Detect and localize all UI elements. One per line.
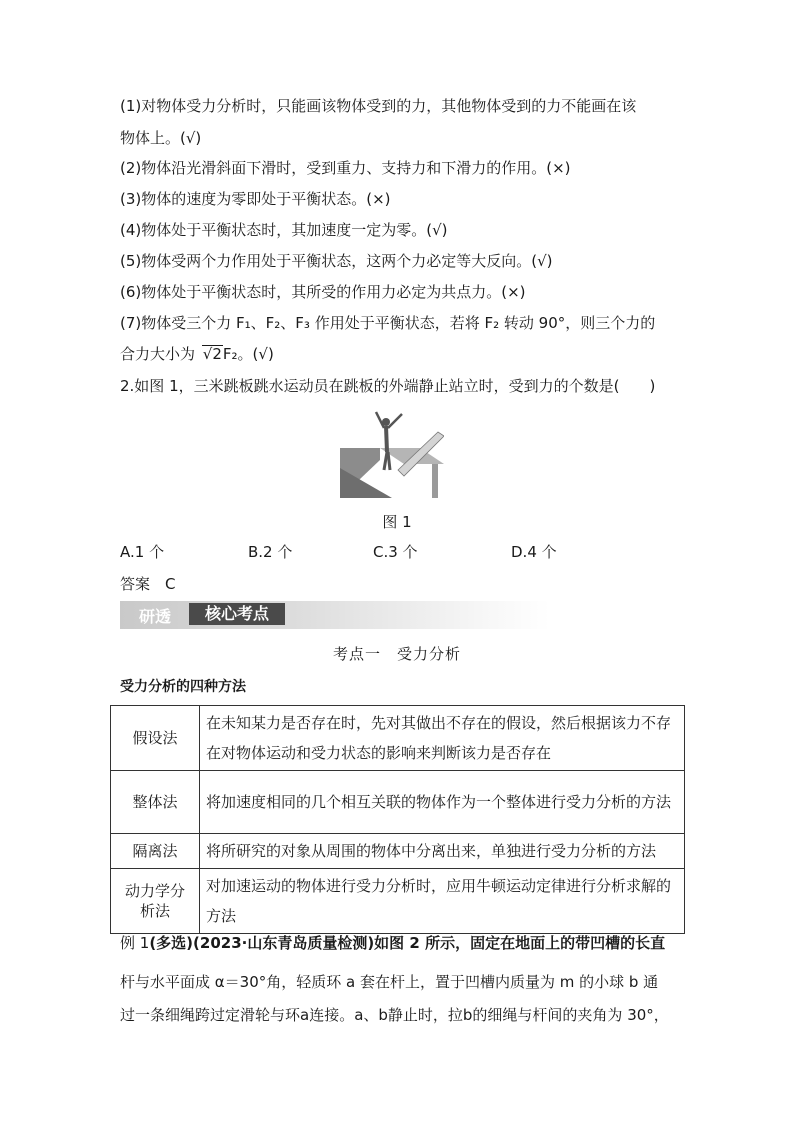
method-name: 动力学分析法 xyxy=(111,869,200,934)
method-desc: 在未知某力是否存在时，先对其做出不存在的假设，然后根据该力不存在对物体运动和受力状态的影响来判断该力是否存在 xyxy=(200,706,685,771)
judgment-7-prefix: 合力大小为 xyxy=(120,345,200,363)
methods-heading: 受力分析的四种方法 xyxy=(120,679,246,695)
method-name: 隔离法 xyxy=(111,834,200,869)
diving-board-figure xyxy=(340,408,444,498)
banner-label-left: 研透 xyxy=(139,607,172,626)
judgment-3: (3)物体的速度为零即处于平衡状态。(×) xyxy=(120,190,391,208)
diver-left-leg xyxy=(384,452,387,470)
example-line-3: 过一条细绳跨过定滑轮与环a连接。a、b静止时，拉b的细绳与杆间的夹角为 30°， xyxy=(120,1006,669,1024)
table-row xyxy=(111,771,685,834)
board-support xyxy=(432,464,438,498)
question-2: 2.如图 1，三米跳板跳水运动员在跳板的外端静止站立时，受到力的个数是( ) xyxy=(120,377,656,395)
method-name: 假设法 xyxy=(111,706,200,771)
judgment-1-line-1: (1)对物体受力分析时，只能画该物体受到的力，其他物体受到的力不能画在该 xyxy=(120,97,637,115)
judgment-6: (6)物体处于平衡状态时，其所受的作用力必定为共点力。(×) xyxy=(120,283,526,301)
example-line-1 xyxy=(120,932,665,953)
judgment-2: (2)物体沿光滑斜面下滑时，受到重力、支持力和下滑力的作用。(×) xyxy=(120,159,571,177)
option-a: A.1 个 xyxy=(120,543,165,561)
method-desc: 将所研究的对象从周围的物体中分离出来，单独进行受力分析的方法 xyxy=(200,834,685,869)
table-row xyxy=(111,834,685,869)
methods-table xyxy=(110,705,685,934)
table-row xyxy=(111,706,685,771)
judgment-5: (5)物体受两个力作用处于平衡状态，这两个力必定等大反向。(√) xyxy=(120,252,553,270)
option-d: D.4 个 xyxy=(511,543,557,561)
diver-right-arm xyxy=(388,414,402,428)
judgment-7-line-1: (7)物体受三个力 F₁、F₂、F₃ 作用处于平衡状态，若将 F₂ 转动 90°，则三个力的 xyxy=(120,314,656,332)
judgment-1-line-2: 物体上。(√) xyxy=(120,129,202,147)
diver-right-leg xyxy=(388,452,390,470)
sqrt-expression: √2 xyxy=(202,345,222,363)
sqrt-argument: 2 xyxy=(212,345,222,363)
example-line-2: 杆与水平面成 α＝30°角，轻质环 a 套在杆上，置于凹槽内质量为 m 的小球 b 通 xyxy=(120,973,659,991)
section-banner xyxy=(120,601,550,629)
banner-label-right: 核心考点 xyxy=(189,603,285,625)
judgment-7-suffix: F₂。(√) xyxy=(222,345,274,363)
diving-board-illustration xyxy=(340,408,444,498)
example-text-1: (多选)(2023·山东青岛质量检测)如图 2 所示，固定在地面上的带凹槽的长直 xyxy=(149,934,666,952)
figure-caption: 图 1 xyxy=(382,513,412,531)
table-row xyxy=(111,869,685,934)
answer: 答案 C xyxy=(120,575,176,593)
example-label: 例 1 xyxy=(120,934,150,952)
option-b: B.2 个 xyxy=(248,543,293,561)
judgment-7-line-2 xyxy=(120,344,274,364)
method-desc: 对加速运动的物体进行受力分析时，应用牛顿运动定律进行分析求解的方法 xyxy=(200,869,685,934)
method-desc: 将加速度相同的几个相互关联的物体作为一个整体进行受力分析的方法 xyxy=(200,771,685,834)
option-c: C.3 个 xyxy=(373,543,418,561)
diver-body xyxy=(386,426,387,452)
judgment-4: (4)物体处于平衡状态时，其加速度一定为零。(√) xyxy=(120,221,448,239)
section-title: 考点一 受力分析 xyxy=(332,645,461,663)
method-name: 整体法 xyxy=(111,771,200,834)
